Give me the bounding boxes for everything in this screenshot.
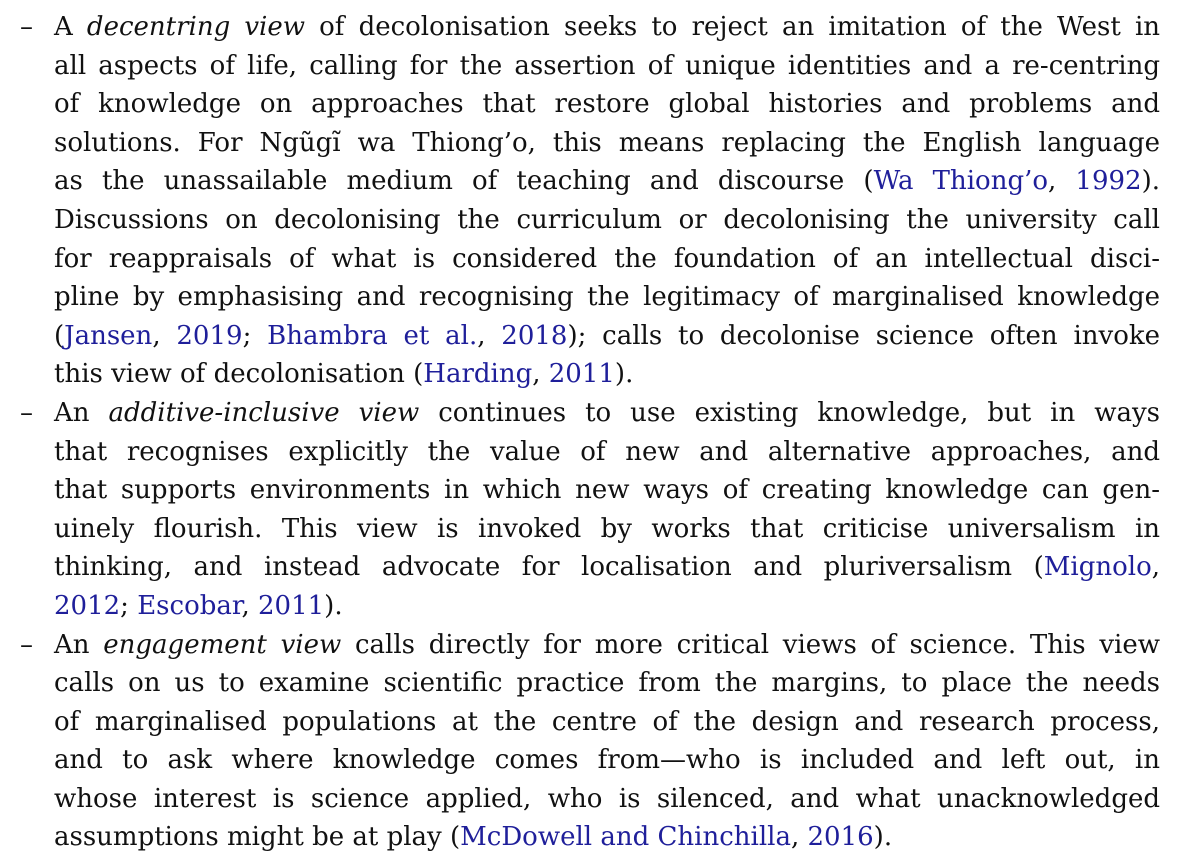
text-line xyxy=(54,124,1160,163)
text-run: A xyxy=(54,12,87,42)
text-line xyxy=(54,818,1160,857)
text-line xyxy=(54,355,1160,394)
citation-link[interactable]: 2011 xyxy=(548,359,615,390)
text-line xyxy=(54,741,1160,780)
citation-link[interactable]: 2016 xyxy=(807,822,874,853)
text-line xyxy=(54,240,1160,279)
list-item xyxy=(0,626,1200,858)
text-line xyxy=(54,394,1160,433)
text-line xyxy=(54,317,1160,356)
text-line xyxy=(54,471,1160,510)
text-run: An xyxy=(54,397,109,428)
citation-link[interactable]: Mignolo xyxy=(1043,552,1152,583)
text-run: , xyxy=(532,359,549,390)
text-run: of knowledge on approaches that restore global histories and problems and xyxy=(54,89,1160,120)
text-line xyxy=(54,162,1160,201)
text-run: solutions. For Ngũgĩ wa Thiong’o, this means replacing the English language xyxy=(54,127,1160,158)
text-line xyxy=(54,85,1160,124)
document-body xyxy=(0,8,1200,857)
text-run: ; xyxy=(242,320,268,351)
citation-link[interactable]: McDowell and Chinchilla xyxy=(460,822,791,853)
text-run: ( xyxy=(54,320,65,351)
text-line xyxy=(54,548,1160,587)
bullet-dash: – xyxy=(20,397,33,428)
citation-link[interactable]: Jansen xyxy=(64,320,153,351)
text-run: all aspects of life, calling for the assertion of unique identities and a re-centring xyxy=(54,50,1160,81)
citation-link[interactable]: Bhambra et al. xyxy=(267,320,478,351)
citation-link[interactable]: Escobar xyxy=(137,590,242,621)
text-run: , xyxy=(477,320,502,351)
text-run: whose interest is science applied, who is silenced, and what unacknowledged xyxy=(54,783,1160,814)
bullet-dash: – xyxy=(20,12,33,42)
emphasis-term: decentring view xyxy=(86,12,306,42)
text-run: and to ask where knowledge comes from—who is included and left out, in xyxy=(54,745,1160,776)
text-run: , xyxy=(1048,166,1076,197)
text-line xyxy=(54,626,1160,665)
citation-link[interactable]: Harding xyxy=(423,359,533,390)
text-run: calls on us to examine scientific practice from the margins, to place the needs xyxy=(54,668,1160,699)
emphasis-term: engagement view xyxy=(103,629,342,660)
text-run: uinely flourish. This view is invoked by works that criticise universalism in xyxy=(54,513,1160,544)
text-run: that recognises explicitly the value of new and alternative approaches, and xyxy=(54,436,1160,467)
text-run: thinking, and instead advocate for localisation and pluriversalism ( xyxy=(54,552,1044,583)
text-run: , xyxy=(1151,552,1160,583)
text-run: of marginalised populations at the centre of the design and research process, xyxy=(54,706,1160,737)
text-run: , xyxy=(152,320,177,351)
citation-link[interactable]: 2019 xyxy=(176,320,243,351)
text-run: ). xyxy=(324,590,343,621)
text-run: for reappraisals of what is considered the foundation of an intellectual disci- xyxy=(54,243,1160,274)
text-line xyxy=(54,587,1160,626)
text-run: of decolonisation seeks to reject an imitation of the West in xyxy=(305,12,1160,42)
text-run: Discussions on decolonising the curriculum or decolonising the university call xyxy=(54,204,1160,235)
text-run: ); calls to decolonise science often invoke xyxy=(567,320,1161,351)
list-item xyxy=(0,8,1200,394)
text-run: ). xyxy=(614,359,634,390)
text-line xyxy=(54,664,1160,703)
text-run: An xyxy=(54,629,104,660)
citation-link[interactable]: 2018 xyxy=(501,320,568,351)
text-run: calls directly for more critical views of science. This view xyxy=(341,629,1161,660)
citation-link[interactable]: 2011 xyxy=(258,590,325,621)
text-run: ; xyxy=(120,590,138,621)
text-run: continues to use existing knowledge, but in ways xyxy=(419,397,1160,428)
citation-link[interactable]: 1992 xyxy=(1075,166,1142,197)
list-item xyxy=(0,394,1200,626)
text-line xyxy=(54,780,1160,819)
text-line xyxy=(54,433,1160,472)
text-run: this view of decolonisation ( xyxy=(54,359,424,390)
text-run: pline by emphasising and recognising the legitimacy of marginalised knowledge xyxy=(54,282,1160,313)
text-run: , xyxy=(241,590,258,621)
bullet-dash: – xyxy=(20,629,33,660)
text-line xyxy=(54,201,1160,240)
emphasis-term: additive-inclusive view xyxy=(108,397,420,428)
text-line xyxy=(54,278,1160,317)
text-run: assumptions might be at play ( xyxy=(54,822,461,853)
text-run: ). xyxy=(1141,166,1160,197)
text-line xyxy=(54,8,1160,47)
citation-link[interactable]: 2012 xyxy=(54,590,121,621)
text-run: , xyxy=(790,822,808,853)
text-run: ). xyxy=(873,822,893,853)
citation-link[interactable]: Wa Thiong’o xyxy=(873,166,1049,197)
text-run: that supports environments in which new ways of creating knowledge can gen- xyxy=(54,475,1160,506)
text-line xyxy=(54,703,1160,742)
text-line xyxy=(54,47,1160,86)
text-line xyxy=(54,510,1160,549)
bullet-list xyxy=(0,8,1200,857)
text-run: as the unassailable medium of teaching and discourse ( xyxy=(54,166,874,197)
